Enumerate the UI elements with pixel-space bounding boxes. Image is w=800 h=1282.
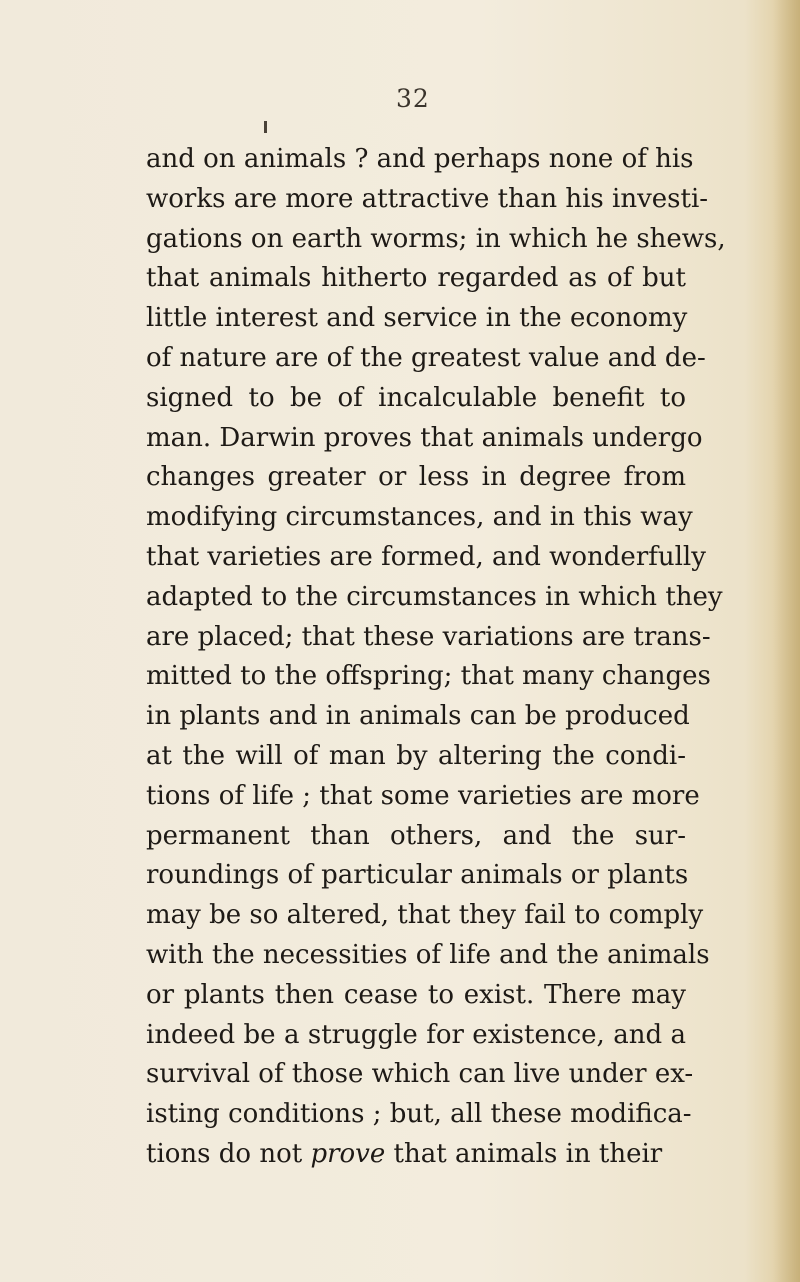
text-line: man. Darwin proves that animals undergo: [146, 422, 703, 453]
text-line: indeed be a struggle for existence, and a: [146, 1019, 686, 1050]
text-segment: tions do not: [146, 1138, 303, 1169]
text-line: gations on earth worms; in which he shews,: [146, 223, 726, 254]
text-line: survival of those which can live under ex-: [146, 1059, 694, 1090]
text-line: tions of life ; that some varieties are more: [146, 780, 700, 811]
text-line: changes greater or less in degree from: [146, 462, 686, 493]
text-line: permanent than others, and the sur-: [146, 820, 686, 851]
text-line: and on animals ? and perhaps none of his: [146, 144, 694, 174]
text-line: are placed; that these variations are trans-: [146, 621, 711, 652]
text-line: at the will of man by altering the condi-: [146, 740, 686, 771]
text-line: isting conditions ; but, all these modifica-: [146, 1099, 692, 1130]
text-line: that animals hitherto regarded as of but: [146, 263, 686, 294]
text-line: of nature are of the greatest value and de-: [146, 342, 706, 373]
text-line-last: [146, 1135, 686, 1175]
text-line: in plants and in animals can be produced: [146, 701, 690, 732]
page-number: 32: [396, 84, 430, 113]
page-edge-shadow: [772, 0, 800, 1282]
text-line: signed to be of incalculable benefit to: [146, 382, 686, 413]
print-mark: [264, 121, 267, 133]
text-line: that varieties are formed, and wonderfully: [146, 541, 706, 572]
text-line: works are more attractive than his investi-: [146, 183, 709, 214]
text-line: or plants then cease to exist. There may: [146, 979, 686, 1010]
text-line: little interest and service in the economy: [146, 303, 688, 334]
text-segment: that animals in their: [393, 1138, 663, 1169]
emphasized-word: prove: [310, 1138, 386, 1169]
text-line: modifying circumstances, and in this way: [146, 502, 693, 533]
text-line: may be so altered, that they fail to comply: [146, 900, 704, 931]
text-line: roundings of particular animals or plants: [146, 860, 689, 891]
text-line: with the necessities of life and the animals: [146, 939, 710, 970]
body-text: [146, 140, 726, 1175]
text-line: adapted to the circumstances in which they: [146, 581, 723, 612]
text-line: mitted to the offspring; that many changes: [146, 661, 711, 692]
